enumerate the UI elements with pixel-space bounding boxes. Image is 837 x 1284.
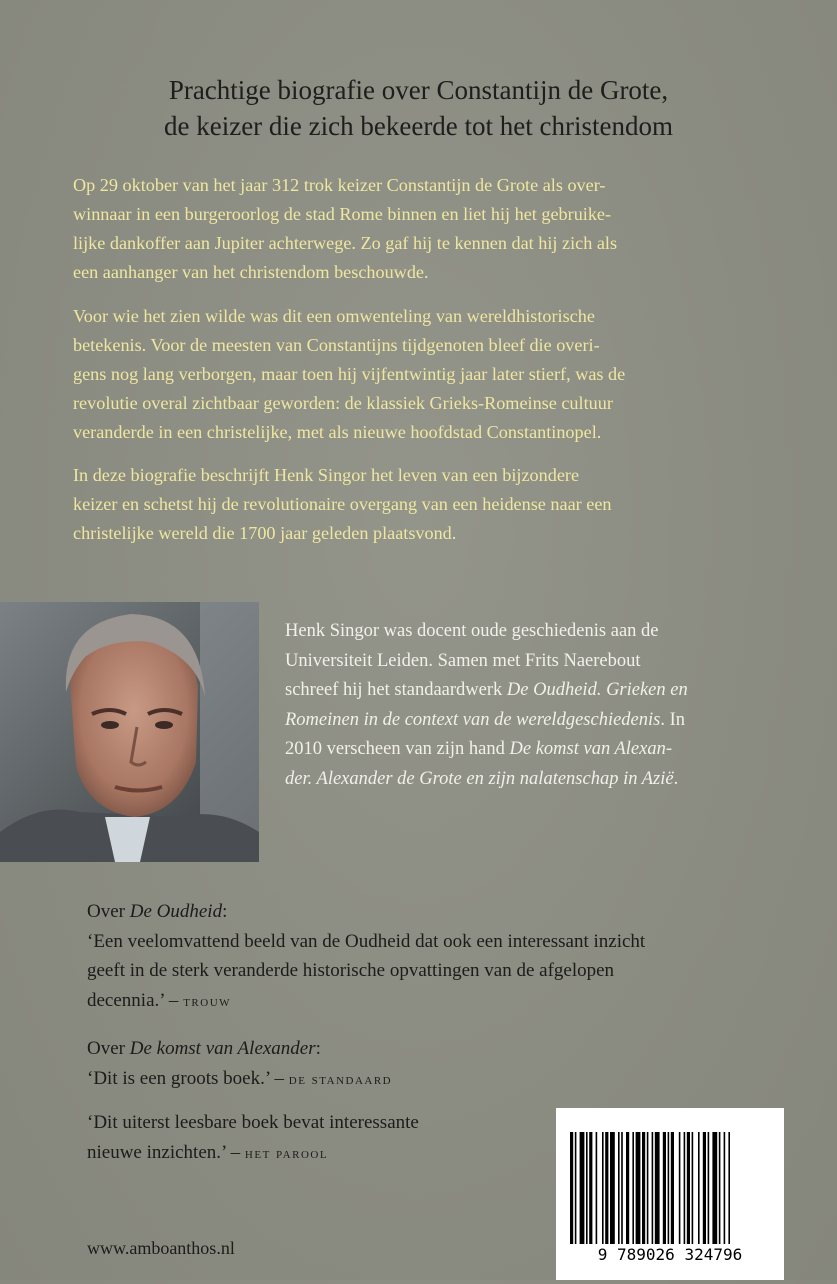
book-title: De komst van Alexan- xyxy=(509,739,673,759)
bio-line xyxy=(285,735,805,765)
quote-de-komst xyxy=(87,1034,787,1095)
barcode-bar xyxy=(589,1132,592,1244)
blurb-line: Op 29 oktober van het jaar 312 trok keizer Constantijn de Grote als over- xyxy=(73,175,606,195)
blurb-line: Voor wie het zien wilde was dit een omwenteling van wereldhistorische xyxy=(73,306,595,326)
quote-source: trouw xyxy=(183,993,232,1010)
quote-line: geeft in de sterk veranderde historische opvattingen van de afgelopen xyxy=(87,960,615,981)
blurb-line: een aanhanger van het christendom beschouwde. xyxy=(73,262,429,282)
barcode-bar xyxy=(687,1132,690,1244)
quote-source: het parool xyxy=(244,1145,329,1162)
quote-book-title: De komst van Alexander xyxy=(129,1038,316,1059)
blurb-line: lijke dankoffer aan Jupiter achterwege. Zo gaf hij te kennen dat hij zich als xyxy=(73,233,618,253)
blurb-line: gens nog lang verborgen, maar toen hij vijfentwintig jaar later stierf, was de xyxy=(73,364,626,384)
publisher-website: www.amboanthos.nl xyxy=(87,1238,235,1258)
barcode-bar xyxy=(605,1132,608,1244)
headline-line-1: Prachtige biografie over Constantijn de Grote, xyxy=(168,75,669,105)
barcode-bar xyxy=(626,1132,629,1244)
author-photo xyxy=(0,602,259,862)
barcode-bar xyxy=(719,1132,721,1244)
barcode-bar xyxy=(580,1132,585,1244)
blurb-line: betekenis. Voor de meesten van Constantijns tijdgenoten bleef die overi- xyxy=(73,335,600,355)
barcode-bar xyxy=(610,1132,615,1244)
barcode-bar xyxy=(618,1132,620,1244)
quote-over: Over xyxy=(87,901,130,922)
barcode-bar xyxy=(642,1132,645,1244)
quote-line: ‘Een veelomvattend beeld van de Oudheid dat ook een interessant inzicht xyxy=(87,930,646,952)
quote-source: de standaard xyxy=(288,1071,393,1088)
barcode-bar xyxy=(708,1132,710,1244)
barcode-bar xyxy=(663,1132,666,1244)
headline xyxy=(0,72,837,144)
barcode-bar xyxy=(586,1132,588,1244)
barcode-bar xyxy=(647,1132,649,1244)
barcode-bar xyxy=(692,1132,694,1244)
book-title: der. Alexander de Grote en zijn nalatenschap in Azië xyxy=(285,768,674,789)
quote-colon: : xyxy=(222,901,228,922)
bio-line xyxy=(285,706,805,736)
barcode-bar xyxy=(679,1132,681,1244)
headline-line-2: de keizer die zich bekeerde tot het christendom xyxy=(163,111,674,141)
blurb-line: winnaar in een burgeroorlog de stad Rome binnen en liet hij het gebruike- xyxy=(73,204,612,224)
quote-header xyxy=(87,897,787,927)
quote-over: Over xyxy=(87,1038,130,1059)
blurb-paragraph-1 xyxy=(73,171,763,287)
barcode-bar xyxy=(570,1132,573,1244)
barcode-bar xyxy=(668,1132,670,1244)
quote-text: nieuwe inzichten.’ – xyxy=(87,1141,245,1163)
barcode-bar xyxy=(703,1132,706,1244)
bio-text: schreef hij het standaardwerk xyxy=(285,680,507,700)
barcode-bar xyxy=(712,1132,717,1244)
barcode-bar xyxy=(724,1132,726,1244)
barcode-bar xyxy=(698,1132,700,1244)
bio-text: 2010 verscheen van zijn hand xyxy=(285,739,510,759)
bio-line xyxy=(285,676,805,706)
blurb-paragraph-3 xyxy=(73,461,763,548)
blurb-line: veranderde in een christelijke, met als nieuwe hoofdstad Constantinopel. xyxy=(73,422,602,442)
barcode xyxy=(556,1108,784,1280)
book-title: De Oudheid. Grieken en xyxy=(506,680,688,700)
barcode-bar xyxy=(632,1132,634,1244)
bio-line xyxy=(285,765,805,795)
book-title: Romeinen in de context van de wereldgeschiedenis xyxy=(285,709,661,730)
barcode-bar xyxy=(575,1132,577,1244)
author-portrait-illustration xyxy=(0,602,259,862)
quote-line: ‘Dit uiterst leesbare boek bevat interessante xyxy=(87,1112,419,1133)
blurb-line: In deze biografie beschrijft Henk Singor het leven van een bijzondere xyxy=(73,465,580,485)
quote-text: ‘Dit is een groots boek.’ – xyxy=(87,1067,289,1089)
bio-text: . In xyxy=(660,709,686,730)
quote-line xyxy=(87,986,787,1018)
quote-book-title: De Oudheid xyxy=(129,901,223,922)
quote-header xyxy=(87,1034,787,1064)
quote-colon: : xyxy=(315,1038,321,1059)
bio-line: Henk Singor was docent oude geschiedenis aan de xyxy=(285,621,659,641)
blurb-line: christelijke wereld die 1700 jaar geleden plaatsvond. xyxy=(73,523,457,543)
quote-line xyxy=(87,1064,787,1096)
barcode-bar xyxy=(684,1132,686,1244)
barcode-bar xyxy=(652,1132,654,1244)
bio-line: Universiteit Leiden. Samen met Frits Naerebout xyxy=(285,650,641,671)
barcode-bar xyxy=(602,1132,604,1244)
blurb-paragraph-2 xyxy=(73,302,763,447)
barcode-bar xyxy=(596,1132,598,1244)
quote-text: decennia.’ – xyxy=(87,989,184,1011)
barcode-bars xyxy=(556,1108,784,1280)
barcode-bar xyxy=(671,1132,674,1244)
author-bio xyxy=(285,617,805,794)
blurb-line: revolutie overal zichtbaar geworden: de klassiek Grieks-Romeinse cultuur xyxy=(73,393,613,413)
barcode-bar xyxy=(621,1132,623,1244)
barcode-bar xyxy=(655,1132,660,1244)
barcode-bar xyxy=(728,1132,730,1244)
bio-text: . xyxy=(673,768,679,789)
blurb-line: keizer en schetst hij de revolutionaire overgang van een heidense naar een xyxy=(73,494,612,514)
barcode-bar xyxy=(636,1132,641,1244)
barcode-number: 9 789026 324796 xyxy=(597,1245,743,1264)
quote-de-oudheid xyxy=(87,897,787,1017)
